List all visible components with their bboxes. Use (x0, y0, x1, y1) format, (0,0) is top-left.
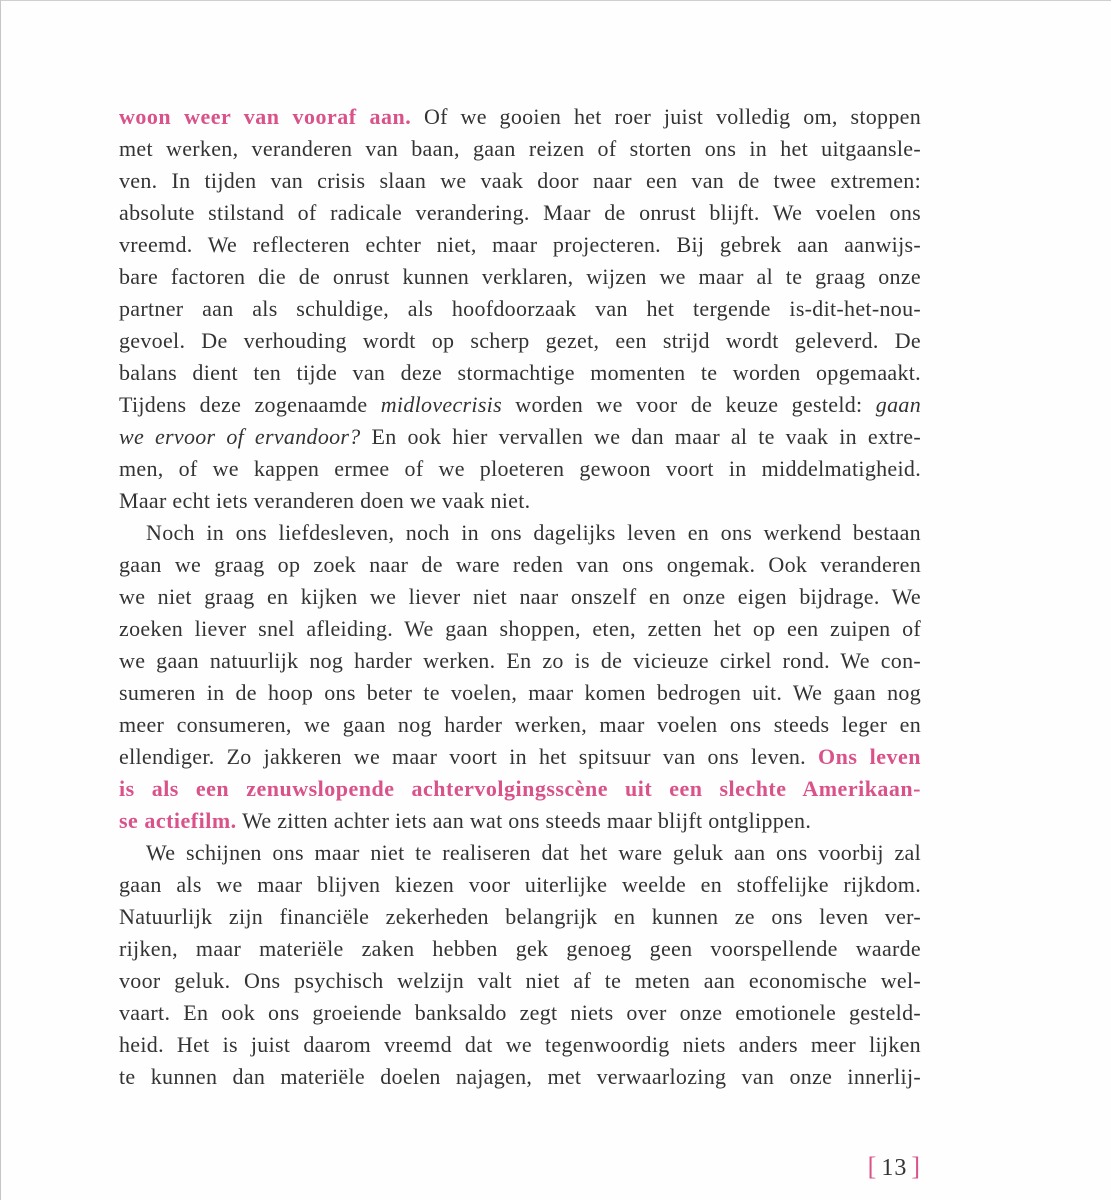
text-segment: we niet graag en kijken we liever niet naar onszelf en onze eigen bijdrage. We (119, 584, 921, 609)
page-number-open-bracket: [ (867, 1152, 878, 1181)
text-line (119, 741, 921, 773)
text-segment: met werken, veranderen van baan, gaan reizen of storten ons in het uitgaansle- (119, 136, 921, 161)
text-line (119, 357, 921, 389)
text-line (119, 517, 921, 549)
text-segment: We schijnen ons maar niet te realiseren dat het ware geluk aan ons voorbij zal (146, 840, 921, 865)
text-line (119, 261, 921, 293)
italic-text: we ervoor of ervandoor? (119, 424, 361, 449)
text-segment: rijken, maar materiële zaken hebben gek genoeg geen voorspellende waarde (119, 936, 921, 961)
text-line (119, 485, 921, 517)
italic-text: gaan (875, 392, 921, 417)
text-line (119, 613, 921, 645)
text-line (119, 549, 921, 581)
text-segment: zoeken liever snel afleiding. We gaan shoppen, eten, zetten het op een zuipen of (119, 616, 921, 641)
text-line (119, 453, 921, 485)
text-segment: heid. Het is juist daarom vreemd dat we tegenwoordig niets anders meer lijken (119, 1032, 921, 1057)
text-line (119, 997, 921, 1029)
text-segment: te kunnen dan materiële doelen najagen, met verwaarlozing van onze innerlij- (119, 1064, 921, 1089)
text-line (119, 197, 921, 229)
text-line (119, 805, 921, 837)
text-segment: absolute stilstand of radicale verandering. Maar de onrust blijft. We voelen ons (119, 200, 921, 225)
text-line (119, 645, 921, 677)
text-line (119, 101, 921, 133)
text-segment: We zitten achter iets aan wat ons steeds maar blijft ontglippen. (236, 808, 812, 833)
text-segment: bare factoren die de onrust kunnen verklaren, wijzen we maar al te graag onze (119, 264, 921, 289)
text-line (119, 293, 921, 325)
text-segment: Maar echt iets veranderen doen we vaak niet. (119, 488, 531, 513)
text-segment: Noch in ons liefdesleven, noch in ons dagelijks leven en ons werkend bestaan (146, 520, 921, 545)
text-line (119, 965, 921, 997)
body-text (119, 101, 921, 1093)
highlighted-text: Ons leven (817, 744, 921, 769)
text-segment: Natuurlijk zijn financiële zekerheden belangrijk en kunnen ze ons leven ver- (119, 904, 921, 929)
text-segment: men, of we kappen ermee of we ploeteren gewoon voort in middelmatigheid. (119, 456, 921, 481)
text-line (119, 1061, 921, 1093)
text-line (119, 581, 921, 613)
text-line (119, 229, 921, 261)
text-segment: ven. In tijden van crisis slaan we vaak door naar een van de twee extremen: (119, 168, 921, 193)
text-segment: vaart. En ook ons groeiende banksaldo zegt niets over onze emotionele gesteld- (119, 1000, 921, 1025)
text-line (119, 709, 921, 741)
text-segment: ellendiger. Zo jakkeren we maar voort in het spitsuur van ons leven. (119, 744, 818, 769)
text-segment: gevoel. De verhouding wordt op scherp gezet, een strijd wordt geleverd. De (119, 328, 921, 353)
text-segment: gaan we graag op zoek naar de ware reden van ons ongemak. Ook veranderen (119, 552, 921, 577)
text-line (119, 933, 921, 965)
page-number-value: 13 (881, 1155, 908, 1181)
text-segment: partner aan als schuldige, als hoofdoorzaak van het tergende is-dit-het-nou- (119, 296, 921, 321)
highlighted-text: se actiefilm. (119, 808, 237, 833)
text-line (119, 869, 921, 901)
text-segment: balans dient ten tijde van deze stormachtige momenten te worden opgemaakt. (119, 360, 921, 385)
text-line (119, 325, 921, 357)
highlighted-text: is als een zenuwslopende achtervolgingsscène uit een slechte Amerikaan- (119, 776, 921, 801)
text-line (119, 421, 921, 453)
paragraph (119, 517, 921, 837)
text-segment: Of we gooien het roer juist volledig om, stoppen (411, 104, 921, 129)
text-line (119, 389, 921, 421)
page-number (868, 1151, 921, 1184)
paragraph (119, 837, 921, 1093)
text-line (119, 165, 921, 197)
text-line (119, 677, 921, 709)
text-line (119, 837, 921, 869)
text-segment: voor geluk. Ons psychisch welzijn valt niet af te meten aan economische wel- (119, 968, 921, 993)
text-segment: Tijdens deze zogenaamde (119, 392, 381, 417)
italic-text: midlovecrisis (380, 392, 502, 417)
text-segment: meer consumeren, we gaan nog harder werken, maar voelen ons steeds leger en (119, 712, 921, 737)
text-line (119, 901, 921, 933)
text-segment: En ook hier vervallen we dan maar al te vaak in extre- (360, 424, 921, 449)
page-number-close-bracket: ] (911, 1152, 921, 1181)
paragraph (119, 101, 921, 517)
highlighted-text: woon weer van vooraf aan. (119, 104, 412, 129)
text-segment: sumeren in de hoop ons beter te voelen, maar komen bedrogen uit. We gaan nog (119, 680, 921, 705)
text-line (119, 773, 921, 805)
text-segment: we gaan natuurlijk nog harder werken. En zo is de vicieuze cirkel rond. We con- (119, 648, 921, 673)
text-line (119, 1029, 921, 1061)
text-segment: worden we voor de keuze gesteld: (501, 392, 876, 417)
text-line (119, 133, 921, 165)
text-segment: gaan als we maar blijven kiezen voor uiterlijke weelde en stoffelijke rijkdom. (119, 872, 921, 897)
text-segment: vreemd. We reflecteren echter niet, maar projecteren. Bij gebrek aan aanwijs- (119, 232, 921, 257)
